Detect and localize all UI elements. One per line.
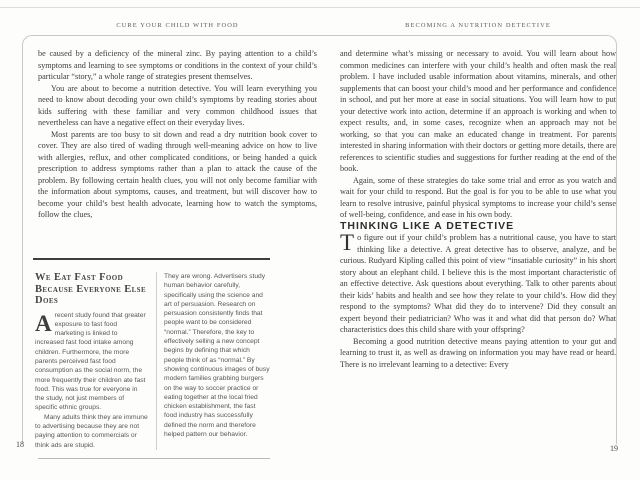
running-head-right: BECOMING A NUTRITION DETECTIVE: [405, 22, 551, 29]
right-paragraph-3: [340, 232, 616, 336]
sidebar-col1-paragraph-1: [35, 311, 148, 413]
sidebar-column-divider: [156, 272, 157, 450]
sidebar-col1-paragraph-1-text: recent study found that greater exposure to fast food marketing is linked to increased fast food intake among children. Furthermore, the more parents perceived fast food consumption as the social norm, the more frequently their children ate fast food. This was true for everyone in the study, not just members of specific ethnic groups.: [35, 311, 146, 412]
sidebar-bottom-rule: [38, 458, 270, 459]
paragraph-dropcap: T: [340, 230, 355, 255]
right-paragraph-3-text: o figure out if your child’s problem has a nutritional cause, you have to start thinking like a detective. A great detective has to observe, analyze, and be curious. Rudyard Kipling called this point of view “insatiable curiosity” in his short story about an elephant child. I believe this is the most important characteristic of an effective detective. Ask questions about everything. Talk to other parents about their kids’ habits and health and see how they relate to your child’s. How did they respond to the symptoms? What did they do to intervene? Did they consult an expert beyond their pediatrician? Who was it and what did that person do? What characteristics does this child share with your offspring?: [340, 233, 616, 334]
sidebar-column-1-text: [35, 311, 148, 450]
right-paragraph-1: and determine what’s missing or necessary to avoid. You will learn about how common medicines can interfere with your child’s health and often mask the real problem. I have included usable information about vitamins, minerals, and other supplements that can boost your child’s mood and her performance and confidence in school, and put her more at ease in social situations. You will learn how to put your detective work into action, determine if an approach is working and when to expect results, and, in some cases, recognize when an approach may not be working, so that you can make an educated change in treatment. For parents interested in sharing information with their doctors or getting more details, there are references to scientific studies and suggestions for further reading at the end of the book.: [340, 49, 616, 173]
sidebar-column-2: [164, 272, 270, 450]
right-paragraph-2: Again, some of these strategies do take some trial and error as you watch and wait for your child to respond. But the goal is for you to be able to use what you learn to resolve intrusive, painful physical symptoms to increase your child’s sense of well-being, confidence, and ease in his own body.: [340, 175, 616, 219]
sidebar-dropcap: A: [35, 310, 52, 336]
sidebar-col1-paragraph-2: Many adults think they are immune to advertising because they are not paying attention to commercials or think ads are stupid.: [35, 413, 148, 449]
right-paragraph-4: Becoming a good nutrition detective means paying attention to your gut and learning to trust it, as well as drawing on information you may have read or heard. There is no irrelevant learning to a detective: Every: [340, 336, 616, 369]
left-page-body: [38, 48, 317, 221]
sidebar-columns: [33, 272, 270, 450]
page-number-left: 18: [16, 440, 24, 449]
left-paragraph-2: You are about to become a nutrition detective. You will learn everything you need to know about decoding your own child’s symptoms by reading stories about kids suffering with these familiar and very common childhood issues that nevertheless can have a negative effect on their everyday lives.: [38, 83, 317, 127]
page-top-edge: [0, 7, 640, 8]
running-head-left: CURE YOUR CHILD WITH FOOD: [116, 22, 239, 29]
left-paragraph-3: Most parents are too busy to sit down and read a dry nutrition book cover to cover. They are also tired of wading through well-meaning advice on how to live with allergies, reflux, and other complicated conditions, or being handed a quick prescription to address symptoms rather than a plan to attack the cause of the problem. By following certain health clues, you will not only become familiar with the information about symptoms, causes, and treatment, but will discover how to become your child’s best health advocate, learning how to watch the symptoms, follow the clues,: [38, 129, 317, 219]
section-heading: THINKING LIKE A DETECTIVE: [340, 219, 515, 232]
sidebar-top-rule: [33, 258, 270, 260]
sidebar-column-1: [33, 272, 148, 450]
left-paragraph-1: be caused by a deficiency of the mineral zinc. By paying attention to a child’s symptoms and learning to see symptoms or conditions in the context of your child’s particular “story,” a whole range of strategies present themselves.: [38, 49, 317, 81]
sidebar-box: [33, 258, 270, 459]
sidebar-col2-paragraph-1: They are wrong. Advertisers study human behavior carefully, specifically using the science and art of persuasion. Research on persuasion consistently finds that people want to be considered “normal.” Therefore, the key to effectively selling a new concept begins by defining that which people think of as “normal.” By showing continuous images of busy modern families grabbing burgers on the way to soccer practice or eating together at the local fried chicken establishment, the fast food industry has successfully defined the norm and therefore helped pattern our behavior.: [164, 273, 270, 439]
right-page-body: [340, 48, 616, 370]
page-number-right: 19: [610, 444, 618, 453]
sidebar-title: We Eat Fast Food Because Everyone Else Does: [35, 272, 147, 306]
